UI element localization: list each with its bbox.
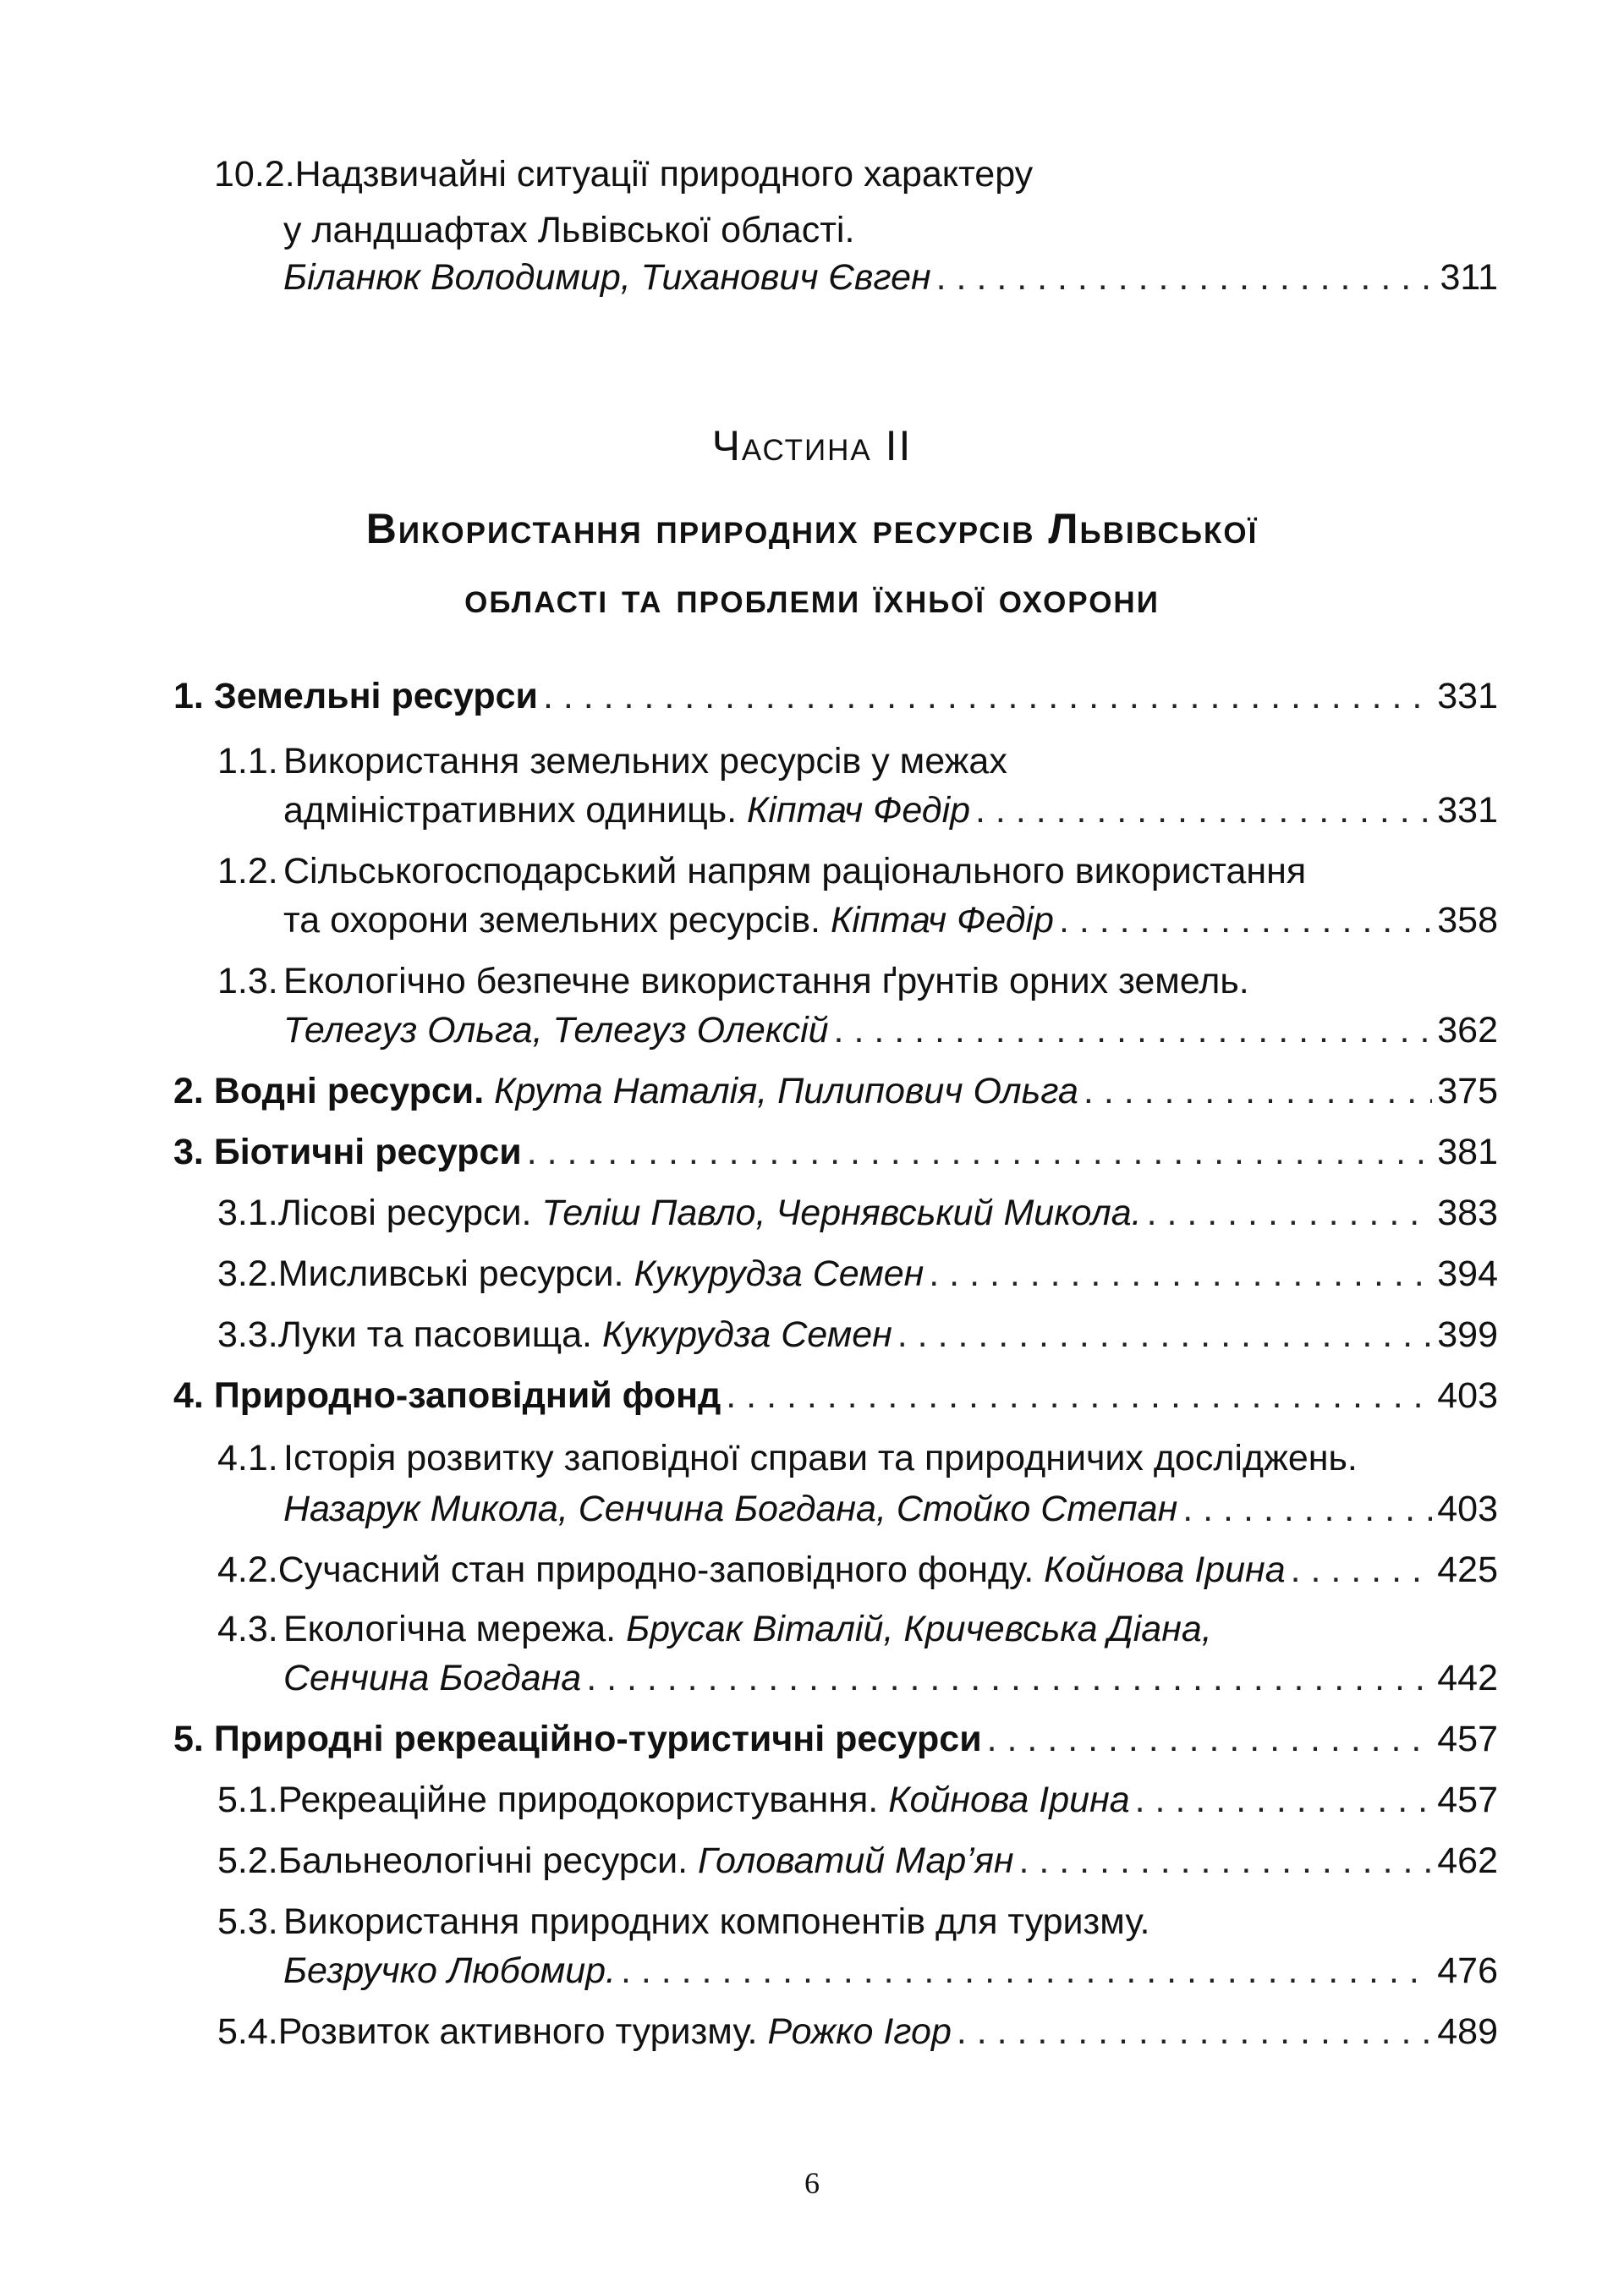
toc-entry-1-1-line1[interactable] [217, 738, 1007, 785]
toc-entry-1-3-line2[interactable] [283, 1007, 1498, 1054]
entry-title: Використання земельних ресурсів у межах [283, 741, 1007, 782]
toc-section-5[interactable] [173, 1715, 1498, 1763]
toc-entry-5-4[interactable] [217, 2008, 1498, 2055]
toc-entry-1-2-line2[interactable] [283, 897, 1498, 944]
entry-authors-cont: Сенчина Богдана [283, 1658, 582, 1698]
entry-title: Природно-заповідний фонд [213, 1375, 721, 1416]
entry-title: Надзвичайні ситуації природного характеру [294, 154, 1034, 195]
entry-authors: Телегуз Ольга, Телегуз Олексій [283, 1010, 829, 1051]
leader-dots [1291, 1546, 1433, 1594]
toc-section-1[interactable] [173, 672, 1498, 720]
entry-page: 394 [1437, 1253, 1498, 1294]
leader-dots [527, 1128, 1433, 1176]
entry-page: 457 [1437, 1780, 1498, 1820]
entry-page: 403 [1437, 1489, 1498, 1529]
entry-authors: Кіптач Федір [830, 900, 1054, 941]
entry-authors: Безручко Любомир. [283, 1950, 616, 1991]
entry-number: 1. [173, 676, 204, 716]
entry-number: 5. [173, 1719, 204, 1759]
entry-number: 3.3. [217, 1314, 278, 1355]
part-title-line1: Використання природних ресурсів Львівської [365, 505, 1259, 552]
entry-title: Екологічна мережа. [283, 1609, 617, 1649]
toc-entry-4-2[interactable] [217, 1546, 1498, 1594]
entry-page: 375 [1437, 1071, 1498, 1111]
page-number: 6 [804, 2166, 820, 2200]
entry-page: 331 [1437, 676, 1498, 716]
entry-number: 3. [173, 1132, 204, 1172]
entry-title: Бальнеологічні ресурси. [277, 1840, 689, 1881]
leader-dots [1135, 1776, 1433, 1824]
entry-authors: Брусак Віталій, Кричевська Діана, [626, 1609, 1212, 1649]
toc-entry-10-2-line2 [283, 206, 854, 254]
leader-dots [1018, 1837, 1432, 1884]
entry-title-cont: та охорони земельних ресурсів. [283, 900, 820, 941]
part-title-line2: області та проблеми їхньої охорони [464, 574, 1160, 622]
leader-dots [1059, 897, 1432, 944]
toc-section-3[interactable] [173, 1128, 1498, 1176]
entry-number: 1.2. [217, 851, 278, 891]
entry-page: 489 [1437, 2011, 1498, 2052]
toc-section-4[interactable] [173, 1372, 1498, 1419]
toc-entry-3-3[interactable] [217, 1311, 1498, 1358]
leader-dots [834, 1007, 1433, 1054]
entry-number: 5.3. [217, 1901, 278, 1942]
toc-entry-3-2[interactable] [217, 1250, 1498, 1297]
entry-page: 476 [1437, 1950, 1498, 1991]
entry-page: 399 [1437, 1314, 1498, 1355]
entry-title: Луки та пасовища. [277, 1314, 592, 1355]
toc-entry-5-1[interactable] [217, 1776, 1498, 1824]
leader-dots [1147, 1189, 1433, 1237]
toc-entry-5-3-line2[interactable] [283, 1947, 1498, 1994]
entry-title: Земельні ресурси [213, 676, 538, 716]
toc-entry-4-1-line1[interactable] [217, 1434, 1358, 1482]
entry-number: 2. [173, 1071, 204, 1111]
entry-number: 5.2. [217, 1840, 278, 1881]
entry-authors: Біланюк Володимир, Тиханович Євген [283, 257, 931, 298]
leader-dots [957, 2008, 1432, 2055]
entry-number: 1.3. [217, 961, 278, 1001]
entry-title: Рекреаційне природокористування. [277, 1780, 879, 1820]
entry-authors: Кіптач Федір [747, 790, 971, 831]
entry-authors: Койнова Ірина [1044, 1550, 1286, 1590]
toc-entry-1-2-line1[interactable] [217, 848, 1306, 895]
entry-title: Використання природних компонентів для туризму. [283, 1901, 1150, 1942]
entry-authors: Теліш Павло, Чернявський Микола. [541, 1193, 1142, 1233]
entry-page: 425 [1437, 1550, 1498, 1590]
entry-page: 442 [1437, 1658, 1498, 1698]
entry-page: 457 [1437, 1719, 1498, 1759]
entry-title: Екологічно безпечне використання ґрунтів орних земель. [283, 961, 1249, 1001]
entry-title-cont: адміністративних одиниць. [283, 790, 738, 831]
leader-dots [897, 1311, 1432, 1358]
entry-title: Сучасний стан природно-заповідного фонду. [277, 1550, 1034, 1590]
entry-number: 3.2. [217, 1253, 278, 1294]
leader-dots [1182, 1485, 1432, 1533]
entry-title: Мисливські ресурси. [277, 1253, 624, 1294]
toc-entry-5-2[interactable] [217, 1837, 1498, 1884]
toc-entry-3-1[interactable] [217, 1189, 1498, 1237]
entry-number: 4.1. [217, 1438, 278, 1478]
toc-entry-4-1-line2[interactable] [283, 1485, 1498, 1533]
toc-entry-10-2-line1[interactable] [214, 151, 1033, 198]
leader-dots [929, 1250, 1432, 1297]
leader-dots [586, 1654, 1432, 1702]
entry-page: 311 [1440, 257, 1498, 298]
entry-title: Біотичні ресурси [213, 1132, 522, 1172]
toc-entry-4-3-line1[interactable] [217, 1605, 1212, 1653]
entry-number: 4. [173, 1375, 204, 1416]
entry-authors: Кукурудза Семен [634, 1253, 924, 1294]
toc-entry-4-3-line2[interactable] [283, 1654, 1498, 1702]
toc-entry-1-1-line2[interactable] [283, 787, 1498, 834]
entry-page: 403 [1437, 1375, 1498, 1416]
entry-number: 5.1. [217, 1780, 278, 1820]
entry-number: 5.4. [217, 2011, 278, 2052]
toc-section-2[interactable] [173, 1067, 1498, 1115]
entry-authors: Крута Наталія, Пилипович Ольга [494, 1071, 1078, 1111]
entry-authors: Рожко Ігор [767, 2011, 952, 2052]
entry-page: 362 [1437, 1010, 1498, 1051]
leader-dots [1084, 1067, 1432, 1115]
leader-dots [621, 1947, 1432, 1994]
entry-page: 381 [1437, 1132, 1498, 1172]
entry-authors: Головатий Мар’ян [698, 1840, 1014, 1881]
entry-title: Лісові ресурси. [277, 1193, 532, 1233]
entry-page: 331 [1437, 790, 1498, 831]
toc-entry-1-3-line1[interactable] [217, 957, 1249, 1005]
entry-title: Природні рекреаційно-туристичні ресурси [213, 1719, 982, 1759]
entry-authors: Назарук Микола, Сенчина Богдана, Стойко Степан [283, 1489, 1178, 1529]
leader-dots [726, 1372, 1432, 1419]
entry-title: Історія розвитку заповідної справи та природничих досліджень. [283, 1438, 1358, 1478]
entry-title: Сільськогосподарський напрям раціонального використання [283, 851, 1307, 891]
entry-title: Водні ресурси. [213, 1071, 485, 1111]
entry-number: 4.2. [217, 1550, 278, 1590]
leader-dots [987, 1715, 1433, 1763]
leader-dots [936, 254, 1435, 301]
leader-dots [975, 787, 1432, 834]
toc-entry-5-3-line1[interactable] [217, 1898, 1149, 1945]
entry-authors: Кукурудза Семен [601, 1314, 892, 1355]
part-label: Частина II [711, 422, 913, 469]
entry-number: 3.1. [217, 1193, 278, 1233]
entry-number: 4.3. [217, 1609, 278, 1649]
toc-entry-10-2-authors[interactable] [283, 254, 1498, 301]
entry-page: 383 [1437, 1193, 1498, 1233]
entry-authors: Койнова Ірина [888, 1780, 1130, 1820]
entry-page: 358 [1437, 900, 1498, 941]
leader-dots [543, 672, 1432, 720]
entry-number: 10.2. [214, 154, 295, 195]
entry-page: 462 [1437, 1840, 1498, 1881]
entry-number: 1.1. [217, 741, 278, 782]
entry-title: Розвиток активного туризму. [277, 2011, 758, 2052]
entry-title-cont: у ландшафтах Львівської області. [283, 210, 855, 250]
